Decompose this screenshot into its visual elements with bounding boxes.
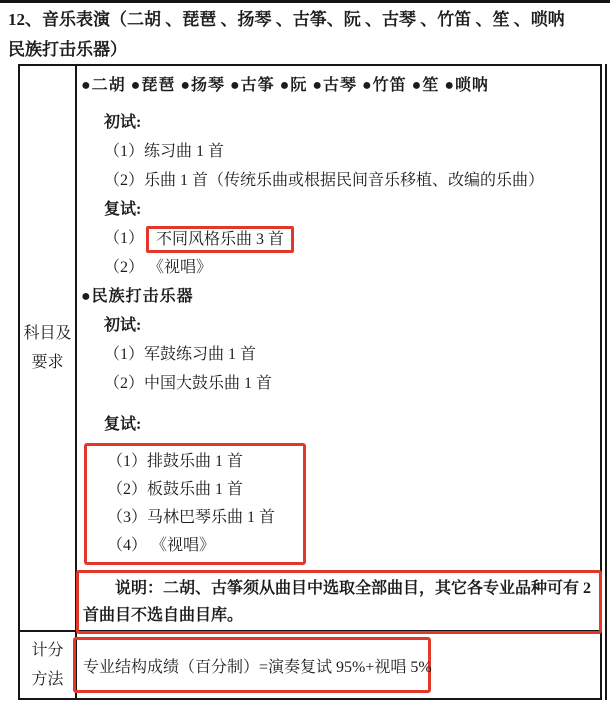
percussion-second-round-item: （3）马林巴琴乐曲 1 首	[107, 509, 276, 526]
percussion-second-round-label: 复试:	[104, 416, 142, 433]
scoring-method-label-cell	[20, 632, 77, 698]
outer-right-border-line	[605, 64, 607, 700]
subjects-label-line2: 要求	[31, 354, 64, 371]
scoring-formula-highlight-box	[73, 637, 431, 693]
strings-winds-first-round-label: 初试:	[104, 114, 142, 131]
strings-winds-second-round-item: （2） 《视唱》	[104, 259, 213, 276]
subjects-requirements-label-cell	[20, 66, 77, 632]
strings-winds-first-round-item: （1）练习曲 1 首	[104, 143, 225, 160]
note-text-line1: 说明：二胡、古筝须从曲目中选取全部曲目，其它各专业品种可有 2	[115, 580, 592, 597]
exam-requirements-table	[18, 64, 602, 700]
percussion-second-round-item: （4） 《视唱》	[107, 537, 216, 554]
scoring-label-line1: 计分	[31, 642, 64, 659]
scoring-method-content-cell	[77, 632, 600, 698]
percussion-second-round-item: （2）板鼓乐曲 1 首	[107, 481, 244, 498]
section-title-line2: 民族打击乐器）	[8, 40, 127, 59]
scoring-label-line2: 方法	[31, 671, 64, 688]
section-title-line1: 12、音乐表演（二胡 、琵琶 、扬琴 、古筝、阮 、古琴 、竹笛 、笙 、唢呐	[8, 10, 565, 29]
section-title	[8, 5, 565, 65]
percussion-first-round-item: （2）中国大鼓乐曲 1 首	[104, 375, 273, 392]
percussion-second-round-item: （1）排鼓乐曲 1 首	[107, 453, 244, 470]
scoring-formula-text: 专业结构成绩（百分制）=演奏复试 95%+视唱 5%	[83, 658, 432, 676]
strings-winds-second-round-label: 复试:	[104, 201, 142, 218]
note-highlight-box	[76, 570, 602, 634]
strings-winds-first-round-item: （2）乐曲 1 首（传统乐曲或根据民间音乐移植、改编的乐曲）	[104, 172, 545, 189]
percussion-heading: ●民族打击乐器	[81, 288, 194, 305]
strings-winds-second-round-item-highlighted	[104, 224, 596, 253]
subjects-requirements-content-cell	[77, 66, 600, 632]
strings-winds-instrument-list-heading: ●二胡 ●琵琶 ●扬琴 ●古筝 ●阮 ●古琴 ●竹笛 ●笙 ●唢呐	[81, 77, 489, 94]
retest-pieces-highlight-box: 不同风格乐曲 3 首	[146, 226, 294, 253]
percussion-first-round-item: （1）军鼓练习曲 1 首	[104, 346, 257, 363]
subjects-label-line1: 科目及	[23, 325, 72, 342]
top-rule-divider	[0, 0, 610, 3]
note-text-line2: 首曲目不选自曲目库。	[83, 607, 244, 624]
item-number-prefix: （1）	[104, 230, 145, 247]
percussion-second-round-highlight-box	[84, 443, 306, 565]
percussion-first-round-label: 初试:	[104, 317, 142, 334]
